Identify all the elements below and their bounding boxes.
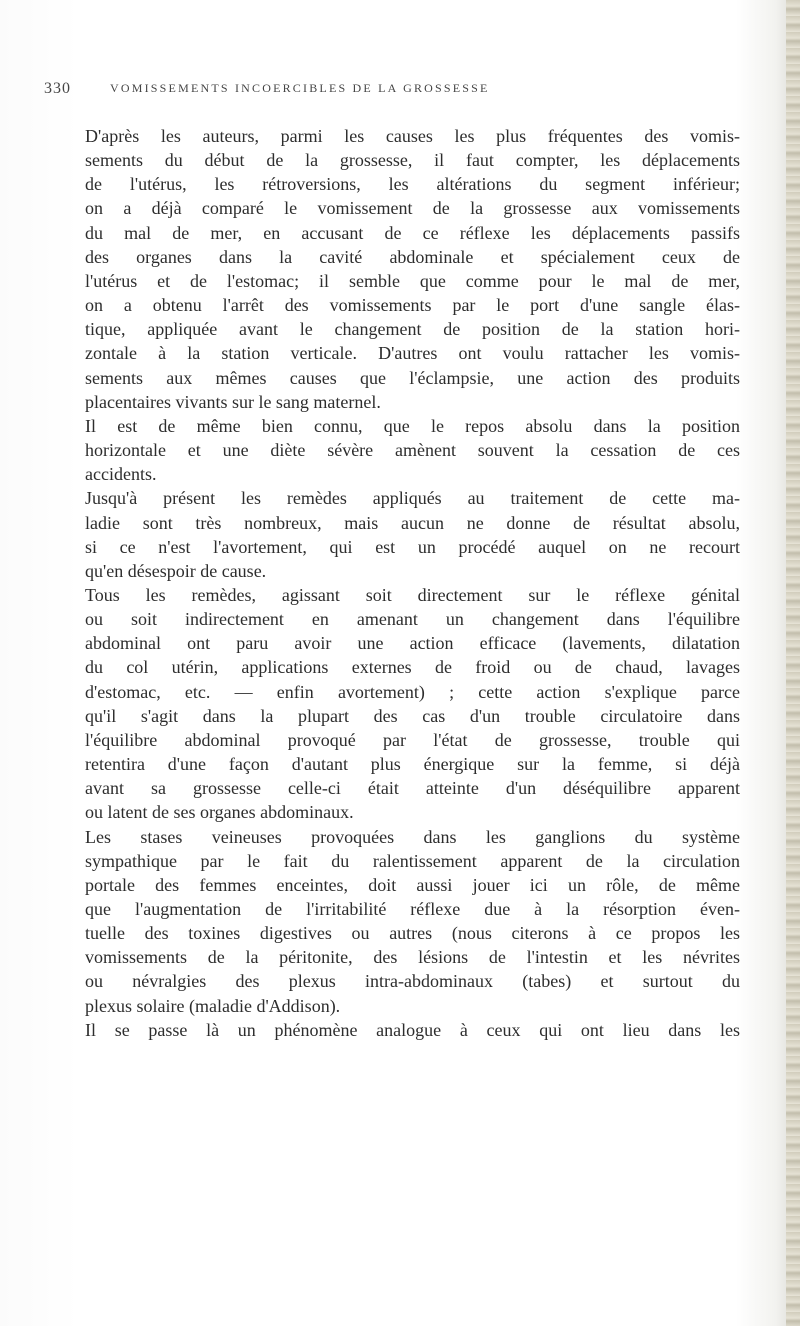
text-line: avant sa grossesse celle-ci était atteinte d'un déséquilibre apparent [85, 778, 740, 799]
page-number: 330 [44, 80, 71, 97]
text-line: portale des femmes enceintes, doit aussi jouer ici un rôle, de même [85, 874, 740, 895]
paragraph [58, 414, 740, 486]
text-line: ladie sont très nombreux, mais aucun ne donne de résultat absolu, [85, 512, 740, 533]
text-line: Il se passe là un phénomène analogue à ceux qui ont lieu dans les [85, 1019, 740, 1040]
paragraph [58, 583, 740, 825]
text-line: accidents. [85, 464, 157, 485]
text-line: Tous les remèdes, agissant soit directement sur le réflexe génital [85, 584, 740, 605]
text-line: Les stases veineuses provoquées dans les ganglions du système [85, 826, 740, 847]
text-line: D'après les auteurs, parmi les causes les plus fréquentes des vomis- [85, 126, 740, 146]
text-line: on a obtenu l'arrêt des vomissements par le port d'une sangle élas- [85, 295, 740, 316]
text-line: ou latent de ses organes abdominaux. [85, 802, 354, 823]
text-line: du mal de mer, en accusant de ce réflexe les déplacements passifs [85, 222, 740, 243]
text-line: ou névralgies des plexus intra-abdominaux (tabes) et surtout du [85, 971, 740, 992]
text-line: Il est de même bien connu, que le repos absolu dans la position [85, 415, 740, 436]
text-line: zontale à la station verticale. D'autres ont voulu rattacher les vomis- [85, 343, 740, 364]
text-line: abdominal ont paru avoir une action efficace (lavements, dilatation [85, 633, 740, 654]
text-line: si ce n'est l'avortement, qui est un procédé auquel on ne recourt [85, 536, 740, 557]
running-title: VOMISSEMENTS INCOERCIBLES DE LA GROSSESSE [110, 81, 490, 95]
paragraph [58, 1018, 740, 1042]
text-line: d'estomac, etc. — enfin avortement) ; cette action s'explique parce [85, 681, 740, 702]
text-line: l'utérus et de l'estomac; il semble que comme pour le mal de mer, [85, 270, 740, 291]
text-line: du col utérin, applications externes de froid ou de chaud, lavages [85, 657, 740, 678]
text-line: qu'il s'agit dans la plupart des cas d'un trouble circulatoire dans [85, 705, 740, 726]
text-line: retentira d'une façon d'autant plus énergique sur la femme, si déjà [85, 754, 740, 775]
text-line: on a déjà comparé le vomissement de la grossesse aux vomissements [85, 198, 740, 219]
paragraph [58, 825, 740, 1018]
text-line: que l'augmentation de l'irritabilité réflexe due à la résorption éven- [85, 899, 740, 919]
text-line: horizontale et une diète sévère amènent souvent la cessation de ces [85, 440, 740, 461]
text-line: qu'en désespoir de cause. [85, 560, 267, 581]
paragraph [58, 124, 740, 414]
body-text [58, 124, 740, 1042]
text-line: sements aux mêmes causes que l'éclampsie, une action des produits [85, 367, 740, 388]
text-line: ou soit indirectement en amenant un changement dans l'équilibre [85, 609, 740, 630]
text-line: Jusqu'à présent les remèdes appliqués au traitement de cette ma- [85, 488, 740, 509]
text-line: de l'utérus, les rétroversions, les altérations du segment inférieur; [85, 174, 740, 195]
text-line: vomissements de la péritonite, des lésions de l'intestin et les névrites [85, 947, 740, 968]
text-line: tique, appliquée avant le changement de position de la station hori- [85, 319, 740, 340]
text-line: plexus solaire (maladie d'Addison). [85, 995, 341, 1016]
text-line: placentaires vivants sur le sang maternel. [85, 391, 381, 412]
page-edge-shadow [786, 0, 800, 1326]
page-header [44, 80, 744, 110]
text-line: sements du début de la grossesse, il faut compter, les déplacements [85, 150, 740, 171]
text-line: tuelle des toxines digestives ou autres (nous citerons à ce propos les [85, 923, 740, 944]
paragraph [58, 486, 740, 583]
text-line: l'équilibre abdominal provoqué par l'état de grossesse, trouble qui [85, 729, 740, 750]
text-line: sympathique par le fait du ralentissement apparent de la circulation [85, 850, 740, 871]
text-line: des organes dans la cavité abdominale et spécialement ceux de [85, 246, 740, 267]
